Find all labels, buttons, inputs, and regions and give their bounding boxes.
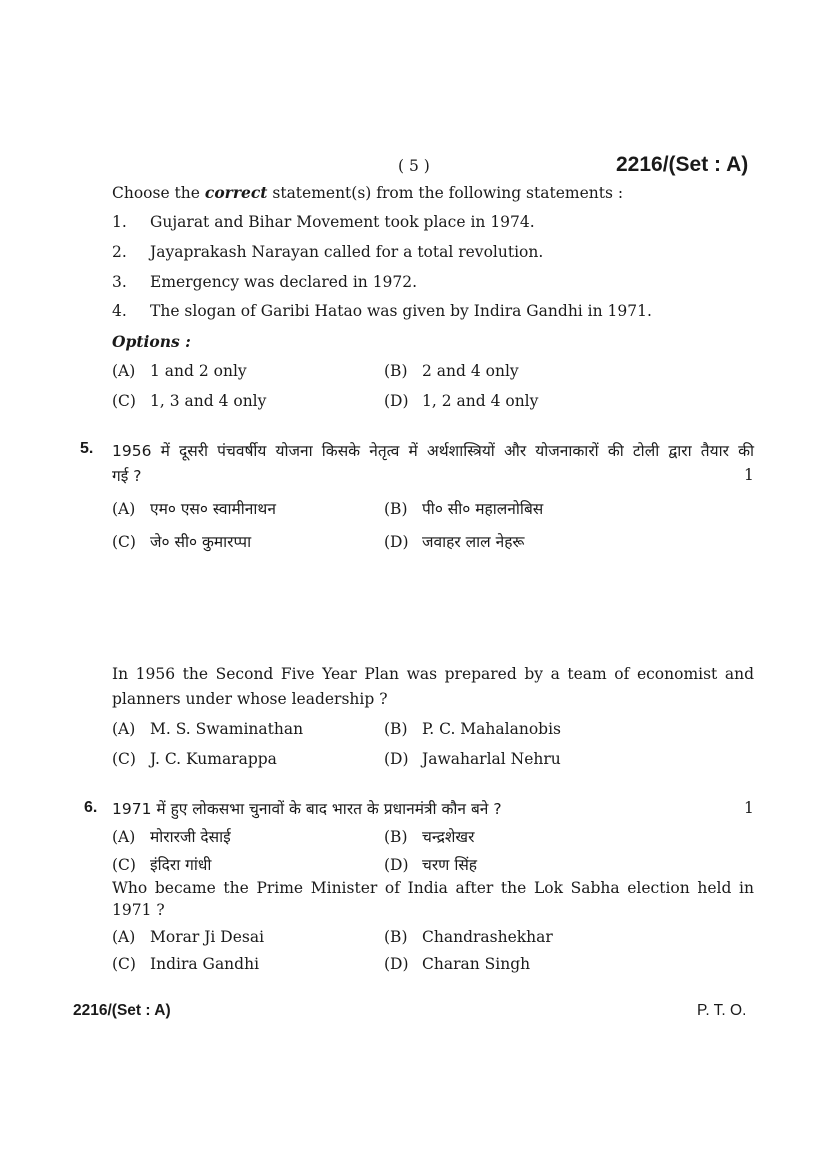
q5-hindi-option-b: (B) पी० सी० महालनोबिस (384, 500, 544, 518)
q5-hindi-question-line2: गई ? (112, 467, 142, 485)
q4-statement: 4. The slogan of Garibi Hatao was given by Indira Gandhi in 1971. (112, 302, 652, 320)
q6-hindi-option-c: (C) इंदिरा गांधी (112, 856, 212, 874)
q6-english-option-a: (A) Morar Ji Desai (112, 928, 265, 946)
q6-english-option-c: (C) Indira Gandhi (112, 955, 260, 973)
q6-english-question-line1: Who became the Prime Minister of India after the Lok Sabha election held in (112, 879, 754, 897)
q4-option-c: (C) 1, 3 and 4 only (112, 392, 267, 410)
q4-statement: 3. Emergency was declared in 1972. (112, 273, 418, 291)
q4-statement: 2. Jayaprakash Narayan called for a total revolution. (112, 243, 544, 261)
paper-code-footer: 2216/(Set : A) (73, 1002, 171, 1019)
q4-option-a: (A) 1 and 2 only (112, 362, 247, 380)
please-turn-over: P. T. O. (697, 1002, 747, 1019)
q6-number: 6. (84, 799, 98, 816)
q5-english-question-line1: In 1956 the Second Five Year Plan was prepared by a team of economist and (112, 665, 754, 683)
q4-option-b: (B) 2 and 4 only (384, 362, 519, 380)
q5-english-option-b: (B) P. C. Mahalanobis (384, 720, 561, 738)
q4-intro-emphasis: correct (204, 183, 268, 202)
q4-options-label: Options : (112, 332, 191, 351)
paper-code-header: 2216/(Set : A) (616, 153, 749, 176)
page-number: ( 5 ) (398, 157, 430, 175)
q5-hindi-option-c: (C) जे० सी० कुमारप्पा (112, 533, 252, 551)
q5-number: 5. (80, 440, 94, 457)
q5-english-option-a: (A) M. S. Swaminathan (112, 720, 304, 738)
q6-english-option-b: (B) Chandrashekhar (384, 928, 553, 946)
q6-marks: 1 (744, 799, 754, 817)
q5-hindi-question-line1: 1956 में दूसरी पंचवर्षीय योजना किसके नेतृत्व में अर्थशास्त्रियों और योजनाकारों की टोली द्वारा तैयार की (112, 442, 754, 460)
q5-hindi-option-d: (D) जवाहर लाल नेहरू (384, 533, 525, 551)
q5-english-option-d: (D) Jawaharlal Nehru (384, 750, 561, 768)
q6-hindi-option-b: (B) चन्द्रशेखर (384, 828, 475, 846)
q6-hindi-question: 1971 में हुए लोकसभा चुनावों के बाद भारत के प्रधानमंत्री कौन बने ? (112, 800, 502, 818)
q6-english-option-d: (D) Charan Singh (384, 955, 531, 973)
q6-hindi-option-d: (D) चरण सिंह (384, 856, 478, 874)
q5-english-option-c: (C) J. C. Kumarappa (112, 750, 277, 768)
q6-hindi-option-a: (A) मोरारजी देसाई (112, 828, 231, 846)
q5-english-question-line2: planners under whose leadership ? (112, 690, 388, 708)
q5-hindi-option-a: (A) एम० एस० स्वामीनाथन (112, 500, 276, 518)
q4-intro: Choose the correct statement(s) from the following statements : (112, 183, 624, 202)
q4-option-d: (D) 1, 2 and 4 only (384, 392, 539, 410)
q6-english-question-line2: 1971 ? (112, 901, 165, 919)
q5-marks: 1 (744, 466, 754, 484)
q4-statement: 1. Gujarat and Bihar Movement took place in 1974. (112, 213, 535, 231)
